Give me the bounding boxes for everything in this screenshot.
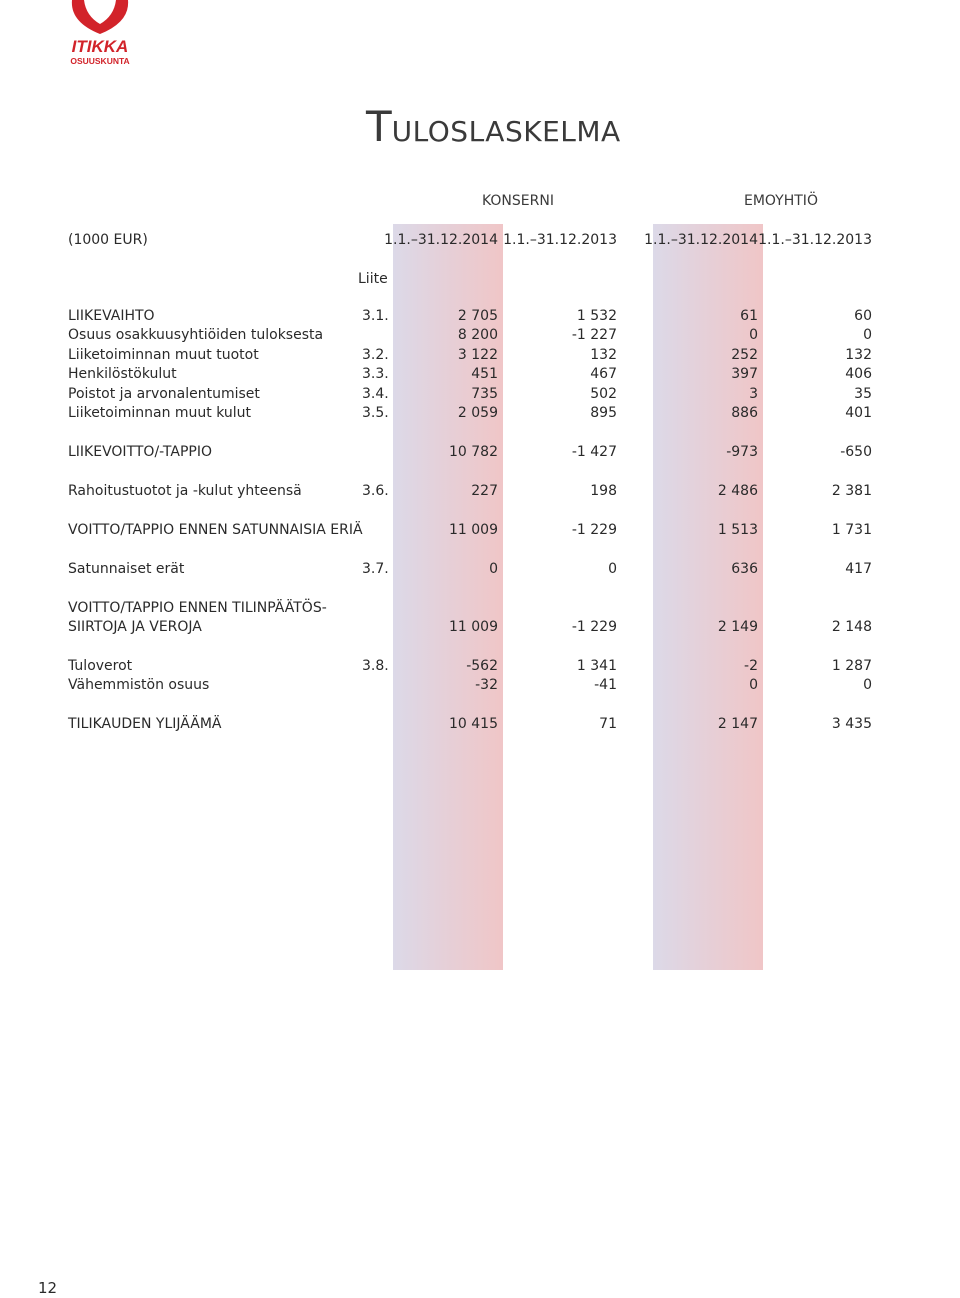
row-value: 502 — [590, 386, 617, 402]
row-note-ref: 3.5. — [362, 405, 389, 421]
row-value: 1 287 — [831, 658, 872, 674]
row-label: Henkilöstökulut — [68, 366, 177, 382]
row-value: 61 — [740, 308, 758, 324]
row-value: -1 427 — [571, 444, 617, 460]
page-title — [366, 102, 621, 151]
row-value: -2 — [744, 658, 758, 674]
row-value: 71 — [599, 716, 617, 732]
period-header: 1.1.–31.12.2013 — [758, 232, 872, 248]
row-value: -32 — [475, 677, 498, 693]
row-note-ref: 3.4. — [362, 386, 389, 402]
row-label: LIIKEVAIHTO — [68, 308, 155, 324]
row-value: 1 532 — [576, 308, 617, 324]
row-value: 417 — [845, 561, 872, 577]
row-value: 895 — [590, 405, 617, 421]
row-value: 406 — [845, 366, 872, 382]
row-value: 132 — [845, 347, 872, 363]
row-value: 1 341 — [576, 658, 617, 674]
row-value: -41 — [594, 677, 617, 693]
period-header: 1.1.–31.12.2013 — [503, 232, 617, 248]
row-note-ref: 3.6. — [362, 483, 389, 499]
row-value: 1 513 — [717, 522, 758, 538]
row-value: 3 — [749, 386, 758, 402]
itikka-logo — [64, 0, 136, 68]
group-header-konserni: KONSERNI — [482, 193, 554, 209]
row-value: 198 — [590, 483, 617, 499]
row-label: Osuus osakkuusyhtiöiden tuloksesta — [68, 327, 324, 343]
row-label: VOITTO/TAPPIO ENNEN SATUNNAISIA ERIÄ — [68, 522, 363, 538]
row-value: 8 200 — [457, 327, 498, 343]
row-value: 397 — [731, 366, 758, 382]
logo-subtext: OSUUSKUNTA — [70, 56, 130, 66]
row-note-ref: 3.1. — [362, 308, 389, 324]
row-value: 132 — [590, 347, 617, 363]
row-value: 1 731 — [831, 522, 872, 538]
row-value: 11 009 — [449, 619, 498, 635]
row-value: 2 149 — [717, 619, 758, 635]
row-value: 3 122 — [457, 347, 498, 363]
row-value: 735 — [471, 386, 498, 402]
row-label: LIIKEVOITTO/-TAPPIO — [68, 444, 212, 460]
row-value: -973 — [726, 444, 758, 460]
row-value: 0 — [489, 561, 498, 577]
row-value: 0 — [608, 561, 617, 577]
row-note-ref: 3.3. — [362, 366, 389, 382]
row-value: 10 415 — [449, 716, 498, 732]
period-header: 1.1.–31.12.2014 — [644, 232, 758, 248]
row-note-ref: 3.7. — [362, 561, 389, 577]
row-label: Liiketoiminnan muut tuotot — [68, 347, 259, 363]
row-label: Rahoitustuotot ja -kulut yhteensä — [68, 483, 302, 499]
row-label: VOITTO/TAPPIO ENNEN TILINPÄÄTÖS- — [68, 600, 327, 616]
row-value: 0 — [749, 677, 758, 693]
row-value: 2 147 — [717, 716, 758, 732]
row-value: 2 705 — [457, 308, 498, 324]
row-value: 2 486 — [717, 483, 758, 499]
row-value: 401 — [845, 405, 872, 421]
title-initial: T — [366, 102, 392, 151]
title-rest: ULOSLASKELMA — [391, 115, 621, 148]
row-value: 467 — [590, 366, 617, 382]
row-note-ref: 3.8. — [362, 658, 389, 674]
row-value: -650 — [840, 444, 872, 460]
row-value: 451 — [471, 366, 498, 382]
row-value: 227 — [471, 483, 498, 499]
row-label: Liiketoiminnan muut kulut — [68, 405, 252, 421]
row-label: Tuloverot — [68, 658, 133, 674]
row-value: -562 — [466, 658, 498, 674]
row-value: 11 009 — [449, 522, 498, 538]
row-value: 886 — [731, 405, 758, 421]
row-value: -1 229 — [571, 522, 617, 538]
row-value: -1 229 — [571, 619, 617, 635]
row-value: -1 227 — [571, 327, 617, 343]
row-value: 35 — [854, 386, 872, 402]
row-value: 0 — [863, 677, 872, 693]
row-value: 252 — [731, 347, 758, 363]
row-label-continued: SIIRTOJA JA VEROJA — [68, 619, 202, 635]
row-value: 0 — [749, 327, 758, 343]
row-value: 10 782 — [449, 444, 498, 460]
row-value: 2 059 — [457, 405, 498, 421]
row-value: 0 — [863, 327, 872, 343]
row-value: 3 435 — [831, 716, 872, 732]
row-value: 60 — [854, 308, 872, 324]
page-number: 12 — [38, 1279, 58, 1297]
row-value: 2 381 — [831, 483, 872, 499]
unit-label: (1000 EUR) — [68, 232, 148, 248]
period-header: 1.1.–31.12.2014 — [384, 232, 498, 248]
row-note-ref: 3.2. — [362, 347, 389, 363]
group-header-emoyhtio: EMOYHTIÖ — [744, 193, 818, 209]
row-label: Poistot ja arvonalentumiset — [68, 386, 260, 402]
row-value: 2 148 — [831, 619, 872, 635]
row-label: TILIKAUDEN YLIJÄÄMÄ — [68, 716, 222, 732]
row-value: 636 — [731, 561, 758, 577]
note-column-header: Liite — [358, 271, 388, 287]
logo-wordmark: ITIKKA — [71, 37, 129, 56]
row-label: Vähemmistön osuus — [68, 677, 210, 693]
row-label: Satunnaiset erät — [68, 561, 185, 577]
